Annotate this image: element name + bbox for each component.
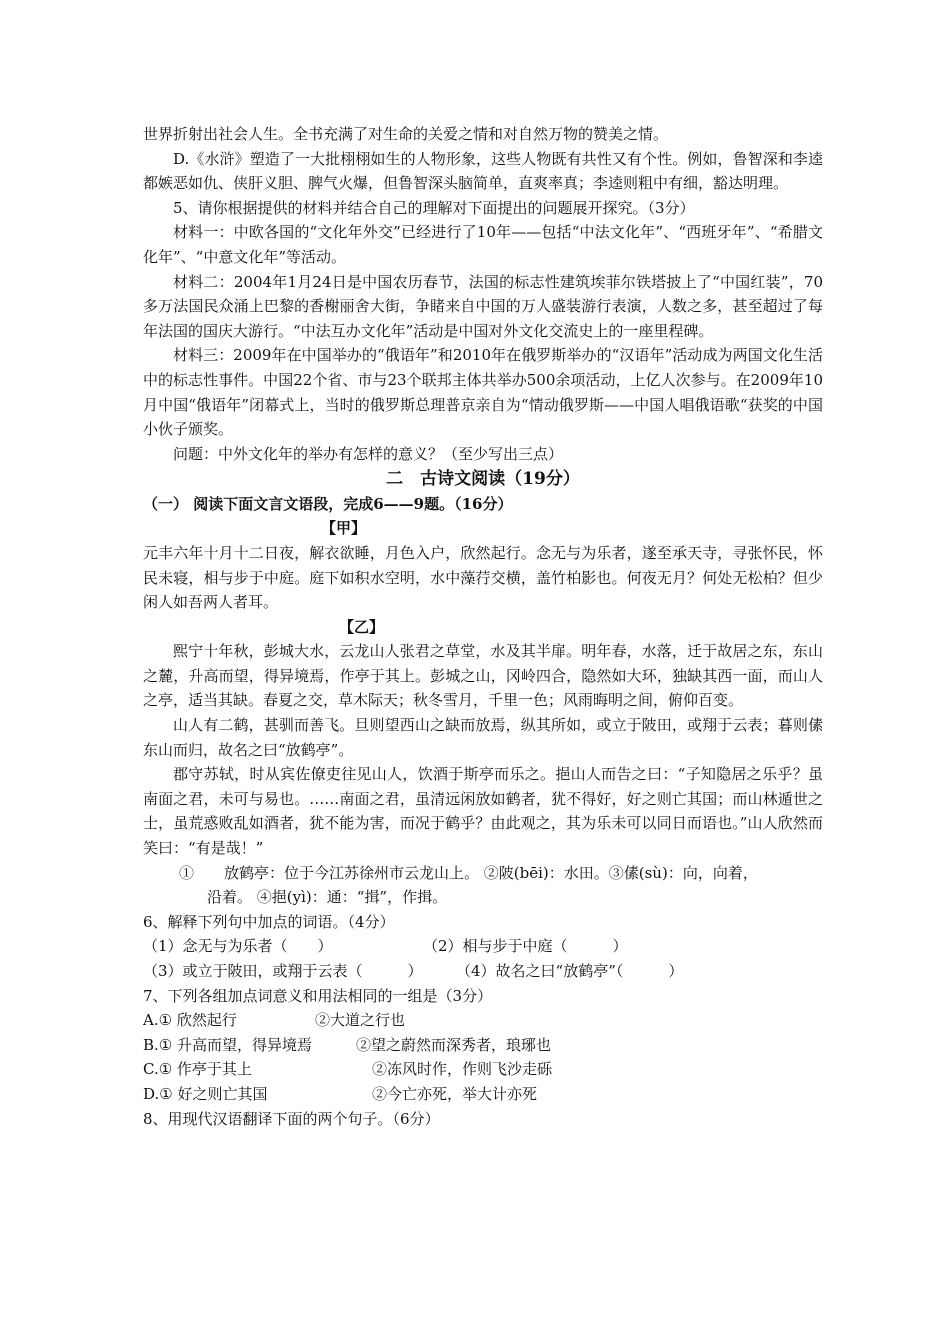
passage-jia: 元丰六年十月十二日夜，解衣欲睡，月色入户，欣然起行。念无与为乐者，遂至承天寺，寻张怀民，怀民未寝，相与步于中庭。庭下如积水空明，水中藻荇交横，盖竹柏影也。何夜无月？何处无松柏？但少闲人如吾两人者耳。 xyxy=(143,543,823,612)
passage-yi-label: 【乙】 xyxy=(339,617,385,636)
question-7-option-d xyxy=(143,1082,823,1107)
material-1: 材料一：中欧各国的“文化年外交”已经进行了10年——包括“中法文化年”、“西班牙年”、“希腊文化年”、“中意文化年”等活动。 xyxy=(143,223,823,266)
question-7-option-c xyxy=(143,1057,823,1082)
passage-yi-paragraph-2: 山人有二鹤，甚驯而善飞。旦则望西山之缺而放焉，纵其所如，或立于陂田，或翔于云表；暮则傃东山而归，故名之曰“放鹤亭”。 xyxy=(143,716,823,759)
question-5-question: 问题：中外文化年的举办有怎样的意义？（至少写出三点） xyxy=(173,444,564,463)
passage-yi-paragraph-1: 熙宁十年秋，彭城大水，云龙山人张君之草堂，水及其半扉。明年春，水落，迁于故居之东，东山之麓，升高而望，得异境焉，作亭于其上。彭城之山，冈岭四合，隐然如大环，独缺其西一面，而山人之亭，适当其缺。春夏之交，草木际天；秋冬雪月，千里一色；风雨晦明之间，俯仰百变。 xyxy=(143,642,823,710)
section-2-title: 二 古诗文阅读（19分） xyxy=(386,469,580,490)
passage-jia-label: 【甲】 xyxy=(321,519,367,538)
material-2: 材料二：2004年1月24日是中国农历春节，法国的标志性建筑埃菲尔铁塔披上了“中国红装”，70多万法国民众涌上巴黎的香榭丽舍大街，争睹来自中国的万人盛装游行表演，人数之多，甚至超过了每年法国的国庆大游行。“中法互办文化年”活动是中国对外文化交流史上的一座里程碑。 xyxy=(143,272,823,340)
option-d-part-2: ②今亡亦死，举大计亦死 xyxy=(372,1084,538,1103)
question-6-item-4: （4）故名之曰“放鹤亭”（ ） xyxy=(456,962,684,980)
option-d: D.《水浒》塑造了一大批栩栩如生的人物形象，这些人物既有共性又有个性。例如，鲁智深和李逵都嫉恶如仇、侠肝义胆、脾气火爆，但鲁智深头脑简单，直爽率真；李逵则粗中有细，豁达明理。 xyxy=(143,149,823,193)
option-c-part-2: ②冻风时作，作则飞沙走砾 xyxy=(372,1060,553,1079)
question-6-item-3: （3）或立于陂田，或翔于云表（ ） xyxy=(143,962,423,980)
question-8-prompt: 8、用现代汉语翻译下面的两个句子。（6分） xyxy=(143,1109,440,1128)
passage-yi-paragraph-3: 郡守苏轼，时从宾佐僚吏往见山人，饮酒于斯亭而乐之。挹山人而告之曰：“子知隐居之乐乎？虽南面之君，未可与易也。……南面之君，虽清远闲放如鹤者，犹不得好，好之则亡其国；而山林遁世之士，虽荒惑败乱如酒者，犹不能为害，而况于鹤乎？由此观之，其为乐未可以同日而语也。”山人欣然而笑曰：“有是哉！” xyxy=(143,765,823,858)
annotation-line-1: ① 放鹤亭：位于今江苏徐州市云龙山上。 ②陂(bēi)：水田。③傃(sù)：向，向着， xyxy=(179,863,758,882)
option-a-part-2: ②大道之行也 xyxy=(315,1011,406,1030)
option-b-part-2: ②望之蔚然而深秀者，琅琊也 xyxy=(356,1035,552,1054)
question-6-prompt: 6、解释下列句中加点的词语。（4分） xyxy=(143,912,395,931)
question-6-item-2: （2）相与步于中庭（ ） xyxy=(423,937,628,956)
option-c-part-1: C.① 作亭于其上 xyxy=(143,1060,252,1079)
option-b-part-1: B.① 升高而望，得异境焉 xyxy=(143,1035,313,1054)
document-page xyxy=(143,122,823,1131)
option-d-part-1: D.① 好之则亡其国 xyxy=(143,1084,268,1103)
part-1-heading: （一） 阅读下面文言文语段，完成6——9题。（16分） xyxy=(143,495,513,514)
question-7-option-b xyxy=(143,1033,823,1058)
question-7-option-a xyxy=(143,1008,823,1033)
annotation-line-2: 沿着。 ④挹(yì)：通：“揖”，作揖。 xyxy=(207,888,448,907)
material-3: 材料三：2009年在中国举办的“俄语年”和2010年在俄罗斯举办的“汉语年”活动成为两国文化生活中的标志性事件。中国22个省、市与23个联邦主体共举办500余项活动，上亿人次参与。在2009年10月中国“俄语年”闭幕式上，当时的俄罗斯总理普京亲自为“情动俄罗斯——中国人唱俄语歌“获奖的中国小伙子颁奖。 xyxy=(143,346,823,439)
question-6-item-1: （1）念无与为乐者（ ） xyxy=(143,937,333,956)
question-6-row-1 xyxy=(143,934,823,959)
question-7-prompt: 7、下列各组加点词意义和用法相同的一组是（3分） xyxy=(143,986,493,1005)
question-6-row-2 xyxy=(143,959,823,984)
question-5-prompt: 5、请你根据提供的材料并结合自己的理解对下面提出的问题展开探究。（3分） xyxy=(173,198,695,217)
option-a-part-1: A.① 欣然起行 xyxy=(143,1011,237,1030)
continued-text: 世界折射出社会人生。全书充满了对生命的关爱之情和对自然万物的赞美之情。 xyxy=(143,125,669,143)
